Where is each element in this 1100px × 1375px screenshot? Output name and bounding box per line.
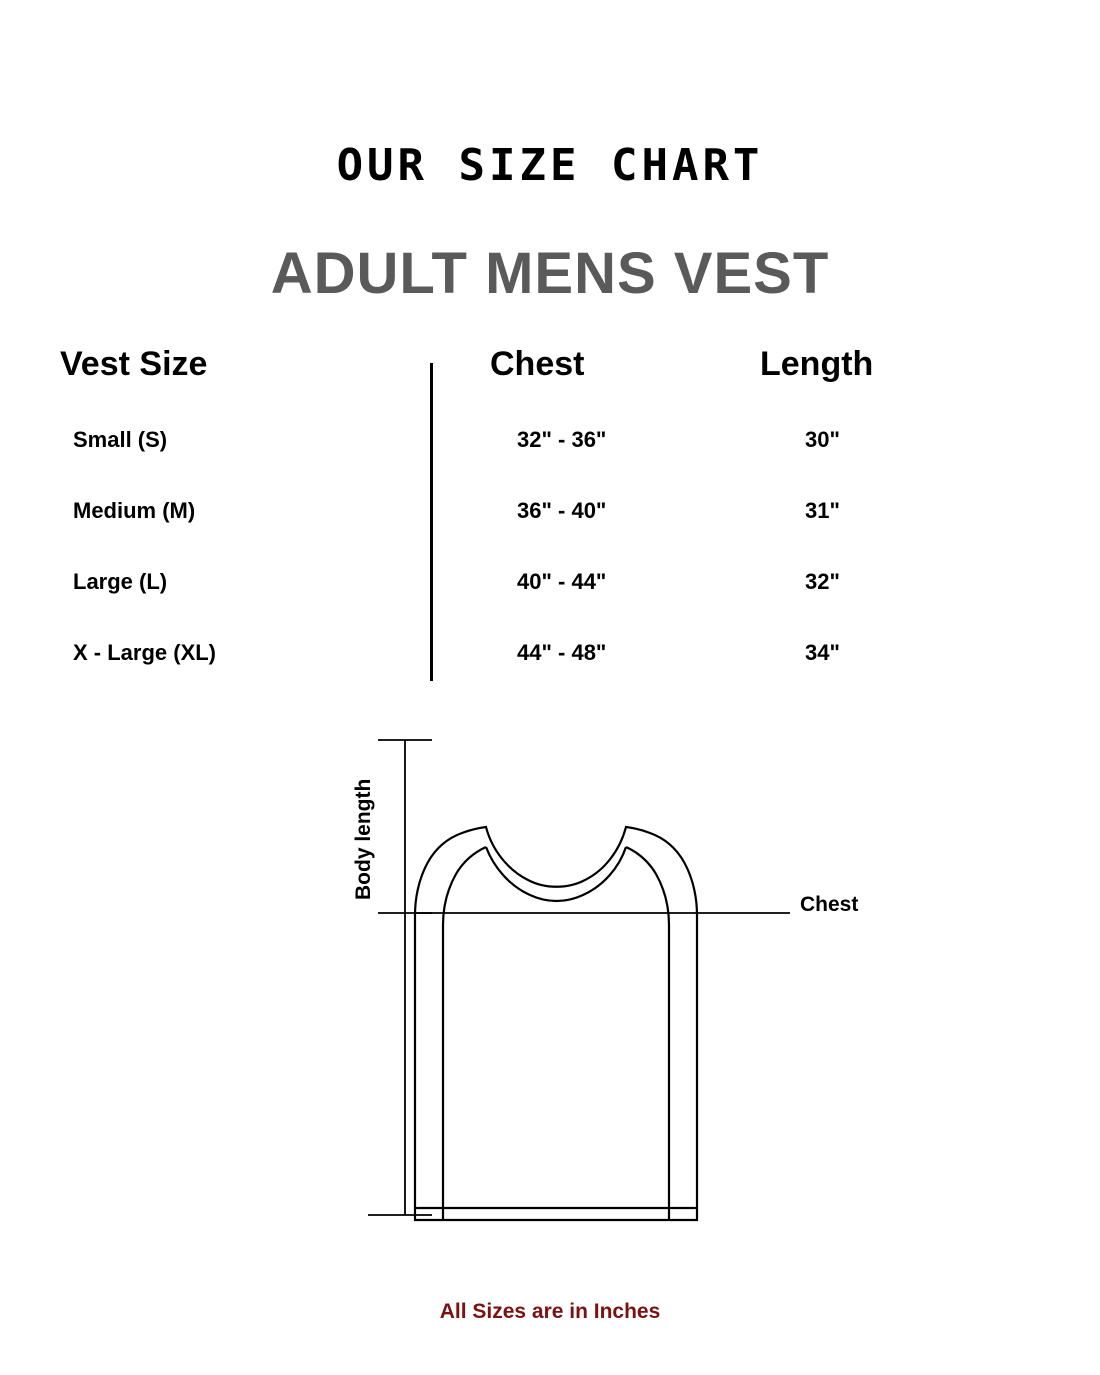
column-header-chest: Chest — [490, 345, 585, 383]
cell-length: 30" — [805, 427, 840, 452]
table-row — [55, 427, 955, 497]
vest-neckline-inner — [486, 847, 626, 901]
body-length-annotation-label: Body length — [352, 778, 375, 900]
cell-length: 31" — [805, 498, 840, 523]
table-row — [55, 569, 955, 639]
cell-chest: 36" - 40" — [517, 498, 607, 523]
vest-inner-right — [626, 847, 669, 1220]
vest-diagram — [0, 710, 1100, 1270]
vest-illustration-svg — [0, 710, 1100, 1270]
page-title: OUR SIZE CHART — [336, 140, 764, 191]
vest-outline — [415, 827, 697, 1220]
cell-vest-size: Small (S) — [73, 427, 168, 452]
column-header-vest-size: Vest Size — [60, 345, 208, 383]
cell-chest: 40" - 44" — [517, 569, 607, 594]
cell-length: 32" — [805, 569, 840, 594]
table-row — [55, 498, 955, 568]
column-header-length: Length — [760, 345, 874, 383]
cell-chest: 32" - 36" — [517, 427, 607, 452]
cell-vest-size: X - Large (XL) — [73, 640, 217, 665]
chest-annotation-label: Chest — [800, 893, 859, 916]
page-subtitle: ADULT MENS VEST — [270, 241, 830, 306]
cell-length: 34" — [805, 640, 840, 665]
footer-note: All Sizes are in Inches — [439, 1300, 661, 1323]
cell-chest: 44" - 48" — [517, 640, 607, 665]
vest-inner-left — [443, 847, 486, 1220]
cell-vest-size: Large (L) — [73, 569, 168, 594]
cell-vest-size: Medium (M) — [73, 498, 196, 523]
table-row — [55, 640, 955, 710]
